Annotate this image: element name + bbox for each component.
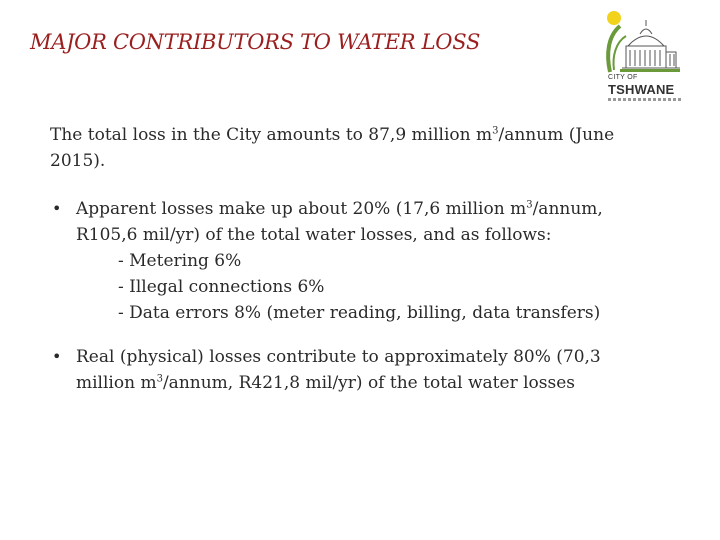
bullet-superscript: 3 — [156, 373, 163, 385]
bullet-dot-icon: • — [52, 199, 62, 218]
logo-city-name: TSHWANE — [608, 82, 675, 97]
subitem-illegal-connections: - Illegal connections 6% — [118, 277, 325, 297]
bullet-text-end: /annum, R105,6 mil/yr) of the total water losses, and as follows: — [76, 199, 603, 245]
bullet-dot-icon: • — [52, 347, 62, 366]
intro-text: The total loss in the City amounts to 87,9 million m — [50, 125, 493, 145]
intro-superscript: 3 — [492, 125, 499, 137]
bullet-text-end: /annum, R421,8 mil/yr) of the total water losses — [162, 373, 576, 393]
bullet-superscript: 3 — [526, 199, 533, 211]
city-hall-icon — [600, 8, 684, 74]
bullet-real-losses — [50, 344, 660, 396]
subitem-metering: - Metering 6% — [118, 251, 242, 271]
intro-text-end: /annum (June 2015). — [50, 125, 615, 171]
subitem-data-errors: - Data errors 8% (meter reading, billing, data transfers) — [118, 303, 601, 323]
city-of-tshwane-logo — [600, 8, 684, 108]
intro-paragraph — [50, 122, 660, 174]
bullet-text — [76, 196, 660, 248]
slide-title: MAJOR CONTRIBUTORS TO WATER LOSS — [30, 30, 481, 54]
logo-tagline — [608, 98, 682, 101]
bullet-text — [76, 344, 660, 396]
apparent-losses-breakdown — [76, 248, 660, 326]
logo-city-of: CITY OF — [608, 74, 638, 81]
bullet-text-start: Real (physical) losses contribute to approximately 80% (70,3 million m — [76, 347, 601, 393]
slide-body — [50, 122, 660, 414]
bullet-apparent-losses — [50, 196, 660, 326]
bullet-text-start: Apparent losses make up about 20% (17,6 million m — [76, 199, 527, 219]
